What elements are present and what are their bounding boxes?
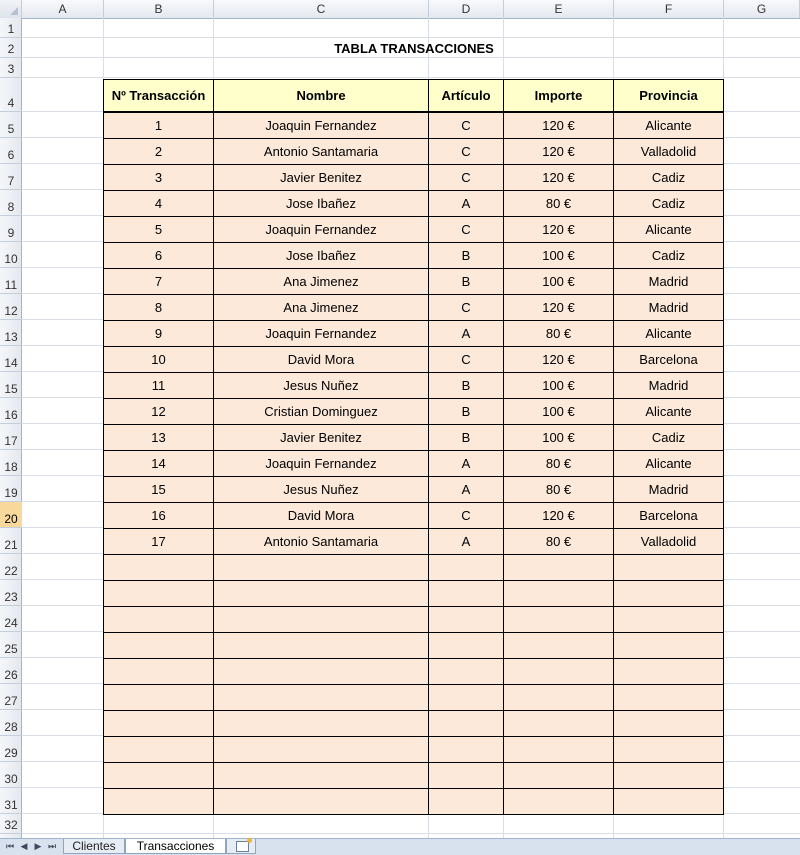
header-amount[interactable]: Importe [504, 80, 614, 113]
cell-name[interactable]: David Mora [214, 347, 429, 373]
cell-article[interactable] [429, 659, 504, 685]
cell-transaction-number[interactable]: 8 [104, 295, 214, 321]
header-article[interactable]: Artículo [429, 80, 504, 113]
cell-province[interactable]: Barcelona [614, 347, 724, 373]
cell-amount[interactable] [504, 555, 614, 581]
cell-article[interactable]: B [429, 399, 504, 425]
row-header-6[interactable]: 6 [0, 138, 22, 164]
cell-amount[interactable] [504, 737, 614, 763]
cell-province[interactable]: Madrid [614, 295, 724, 321]
cell-article[interactable] [429, 633, 504, 659]
cell-province[interactable]: Valladolid [614, 529, 724, 555]
sheet-tab-clientes[interactable]: Clientes [63, 839, 125, 854]
cell-article[interactable] [429, 581, 504, 607]
cell-article[interactable]: C [429, 112, 504, 139]
cell-amount[interactable] [504, 581, 614, 607]
table-row [104, 165, 724, 191]
gridline-row [22, 37, 800, 38]
cell-amount[interactable]: 120 € [504, 503, 614, 529]
cell-article[interactable]: C [429, 347, 504, 373]
cell-name[interactable]: Antonio Santamaria [214, 529, 429, 555]
row-header-12[interactable]: 12 [0, 294, 22, 320]
row-header-10[interactable]: 10 [0, 242, 22, 268]
cell-name[interactable] [214, 685, 429, 711]
cell-name[interactable] [214, 789, 429, 815]
cell-amount[interactable]: 120 € [504, 347, 614, 373]
cell-amount[interactable]: 120 € [504, 165, 614, 191]
row-header-24[interactable]: 24 [0, 606, 22, 632]
table-row [104, 112, 724, 139]
cell-article[interactable] [429, 607, 504, 633]
column-header-e[interactable]: E [504, 0, 614, 18]
transactions-table [103, 79, 724, 815]
cell-province[interactable] [614, 711, 724, 737]
table-row [104, 529, 724, 555]
cell-article[interactable]: A [429, 451, 504, 477]
header-name[interactable]: Nombre [214, 80, 429, 113]
row-header-19[interactable]: 19 [0, 476, 22, 502]
row-header-21[interactable]: 21 [0, 528, 22, 554]
table-row [104, 425, 724, 451]
cell-name[interactable]: Joaquin Fernandez [214, 451, 429, 477]
cell-name[interactable] [214, 659, 429, 685]
cell-name[interactable]: Jesus Nuñez [214, 373, 429, 399]
cell-article[interactable]: C [429, 165, 504, 191]
cell-province[interactable]: Madrid [614, 477, 724, 503]
cell-province[interactable]: Alicante [614, 399, 724, 425]
table-row [104, 295, 724, 321]
cell-name[interactable]: Joaquin Fernandez [214, 112, 429, 139]
row-header-4[interactable]: 4 [0, 78, 22, 112]
cell-amount[interactable] [504, 789, 614, 815]
cell-article[interactable] [429, 711, 504, 737]
cell-article[interactable]: A [429, 529, 504, 555]
cell-province[interactable]: Alicante [614, 217, 724, 243]
cell-article[interactable]: B [429, 243, 504, 269]
cell-name[interactable]: Javier Benitez [214, 165, 429, 191]
cell-transaction-number[interactable]: 10 [104, 347, 214, 373]
table-row [104, 399, 724, 425]
cell-name[interactable]: Ana Jimenez [214, 295, 429, 321]
cell-amount[interactable]: 100 € [504, 425, 614, 451]
cell-transaction-number[interactable] [104, 659, 214, 685]
insert-sheet-button[interactable] [226, 839, 256, 854]
row-header-32[interactable]: 32 [0, 814, 22, 834]
cell-transaction-number[interactable]: 12 [104, 399, 214, 425]
table-row [104, 347, 724, 373]
row-header-16[interactable]: 16 [0, 398, 22, 424]
cell-province[interactable] [614, 659, 724, 685]
column-header-bar [0, 0, 800, 19]
table-row [104, 217, 724, 243]
row-header-8[interactable]: 8 [0, 190, 22, 216]
cell-province[interactable]: Barcelona [614, 503, 724, 529]
cell-amount[interactable]: 120 € [504, 139, 614, 165]
row-header-20[interactable]: 20 [0, 502, 22, 528]
cell-province[interactable]: Cadiz [614, 165, 724, 191]
cell-article[interactable]: A [429, 321, 504, 347]
cell-name[interactable] [214, 555, 429, 581]
cell-article[interactable]: B [429, 373, 504, 399]
cell-name[interactable]: Javier Benitez [214, 425, 429, 451]
table-header-row [104, 80, 724, 113]
cell-article[interactable]: A [429, 477, 504, 503]
table-row [104, 451, 724, 477]
cell-amount[interactable] [504, 607, 614, 633]
cell-transaction-number[interactable]: 9 [104, 321, 214, 347]
cell-name[interactable] [214, 737, 429, 763]
sheet-tab-transacciones[interactable]: Transacciones [125, 839, 226, 854]
table-row [104, 607, 724, 633]
header-province[interactable]: Provincia [614, 80, 724, 113]
cell-name[interactable] [214, 711, 429, 737]
table-row [104, 685, 724, 711]
column-header-f[interactable]: F [614, 0, 724, 18]
row-header-15[interactable]: 15 [0, 372, 22, 398]
cell-amount[interactable]: 120 € [504, 295, 614, 321]
row-header-9[interactable]: 9 [0, 216, 22, 242]
cell-transaction-number[interactable] [104, 633, 214, 659]
cell-transaction-number[interactable] [104, 685, 214, 711]
cell-article[interactable] [429, 763, 504, 789]
cell-article[interactable]: B [429, 425, 504, 451]
cell-amount[interactable]: 80 € [504, 191, 614, 217]
table-row [104, 243, 724, 269]
table-row [104, 269, 724, 295]
cell-name[interactable]: Joaquin Fernandez [214, 217, 429, 243]
row-header-28[interactable]: 28 [0, 710, 22, 736]
cell-transaction-number[interactable]: 6 [104, 243, 214, 269]
prev-sheet-icon[interactable]: ◀ [20, 841, 28, 851]
cell-province[interactable]: Cadiz [614, 425, 724, 451]
last-sheet-icon[interactable]: ⏭ [47, 841, 57, 851]
cell-article[interactable] [429, 737, 504, 763]
cell-transaction-number[interactable] [104, 711, 214, 737]
column-header-d[interactable]: D [429, 0, 504, 18]
next-sheet-icon[interactable]: ▶ [34, 841, 42, 851]
table-row [104, 139, 724, 165]
row-header-13[interactable]: 13 [0, 320, 22, 346]
column-header-b[interactable]: B [104, 0, 214, 18]
cell-amount[interactable]: 100 € [504, 373, 614, 399]
row-header-23[interactable]: 23 [0, 580, 22, 606]
row-header-25[interactable]: 25 [0, 632, 22, 658]
cell-province[interactable] [614, 555, 724, 581]
cell-amount[interactable] [504, 685, 614, 711]
cell-province[interactable]: Alicante [614, 451, 724, 477]
row-header-29[interactable]: 29 [0, 736, 22, 762]
cell-name[interactable]: Jesus Nuñez [214, 477, 429, 503]
column-header-g[interactable]: G [724, 0, 800, 18]
cell-province[interactable]: Valladolid [614, 139, 724, 165]
cell-province[interactable] [614, 607, 724, 633]
cell-transaction-number[interactable]: 1 [104, 112, 214, 139]
row-header-11[interactable]: 11 [0, 268, 22, 294]
cell-amount[interactable]: 100 € [504, 269, 614, 295]
cell-transaction-number[interactable] [104, 607, 214, 633]
cell-article[interactable] [429, 789, 504, 815]
table-row [104, 633, 724, 659]
cell-amount[interactable] [504, 763, 614, 789]
table-row [104, 373, 724, 399]
gridline-row [22, 833, 800, 834]
cell-transaction-number[interactable]: 15 [104, 477, 214, 503]
cell-amount[interactable]: 80 € [504, 321, 614, 347]
row-header-27[interactable]: 27 [0, 684, 22, 710]
cell-transaction-number[interactable]: 2 [104, 139, 214, 165]
cell-province[interactable] [614, 763, 724, 789]
cell-province[interactable] [614, 633, 724, 659]
cell-province[interactable] [614, 581, 724, 607]
row-header-7[interactable]: 7 [0, 164, 22, 190]
insert-sheet-icon [236, 841, 249, 852]
cell-transaction-number[interactable]: 7 [104, 269, 214, 295]
row-header-14[interactable]: 14 [0, 346, 22, 372]
cell-amount[interactable]: 120 € [504, 112, 614, 139]
cell-transaction-number[interactable]: 5 [104, 217, 214, 243]
cell-name[interactable] [214, 581, 429, 607]
first-sheet-icon[interactable]: ⏮ [5, 841, 15, 851]
row-header-3[interactable]: 3 [0, 58, 22, 78]
cell-article[interactable]: C [429, 503, 504, 529]
cell-name[interactable]: David Mora [214, 503, 429, 529]
cell-article[interactable]: A [429, 191, 504, 217]
cell-amount[interactable]: 80 € [504, 451, 614, 477]
cell-transaction-number[interactable]: 4 [104, 191, 214, 217]
header-transaction-number[interactable]: Nº Transacción [104, 80, 214, 113]
cell-amount[interactable] [504, 633, 614, 659]
cell-transaction-number[interactable]: 3 [104, 165, 214, 191]
cell-name[interactable]: Cristian Dominguez [214, 399, 429, 425]
cell-name[interactable]: Jose Ibañez [214, 191, 429, 217]
cell-amount[interactable]: 100 € [504, 399, 614, 425]
cell-province[interactable]: Madrid [614, 269, 724, 295]
row-header-1[interactable]: 1 [0, 18, 22, 38]
cell-amount[interactable]: 80 € [504, 529, 614, 555]
cell-name[interactable]: Jose Ibañez [214, 243, 429, 269]
cell-province[interactable]: Madrid [614, 373, 724, 399]
cell-amount[interactable] [504, 659, 614, 685]
table-row [104, 555, 724, 581]
cell-name[interactable] [214, 607, 429, 633]
sheet-title[interactable]: TABLA TRANSACCIONES [334, 41, 494, 56]
cell-transaction-number[interactable] [104, 737, 214, 763]
cell-province[interactable] [614, 737, 724, 763]
cell-transaction-number[interactable]: 17 [104, 529, 214, 555]
cell-province[interactable]: Cadiz [614, 191, 724, 217]
cell-province[interactable] [614, 789, 724, 815]
table-row [104, 789, 724, 815]
cell-transaction-number[interactable]: 14 [104, 451, 214, 477]
cell-transaction-number[interactable] [104, 581, 214, 607]
table-row [104, 659, 724, 685]
select-all-corner[interactable] [0, 0, 22, 18]
cell-amount[interactable]: 120 € [504, 217, 614, 243]
row-header-2[interactable]: 2 [0, 38, 22, 58]
table-row [104, 503, 724, 529]
cell-article[interactable]: C [429, 295, 504, 321]
column-header-c[interactable]: C [214, 0, 429, 18]
cell-article[interactable]: C [429, 139, 504, 165]
cell-name[interactable] [214, 763, 429, 789]
row-header-17[interactable]: 17 [0, 424, 22, 450]
cell-transaction-number[interactable]: 13 [104, 425, 214, 451]
cell-article[interactable]: C [429, 217, 504, 243]
row-header-18[interactable]: 18 [0, 450, 22, 476]
cell-article[interactable]: B [429, 269, 504, 295]
cell-name[interactable]: Antonio Santamaria [214, 139, 429, 165]
cell-name[interactable] [214, 633, 429, 659]
column-header-a[interactable]: A [22, 0, 104, 18]
row-header-31[interactable]: 31 [0, 788, 22, 814]
cell-article[interactable] [429, 555, 504, 581]
table-row [104, 477, 724, 503]
cell-transaction-number[interactable] [104, 763, 214, 789]
cell-province[interactable]: Alicante [614, 321, 724, 347]
cell-article[interactable] [429, 685, 504, 711]
cell-transaction-number[interactable]: 11 [104, 373, 214, 399]
horizontal-scroll-area[interactable] [260, 839, 800, 854]
row-header-5[interactable]: 5 [0, 112, 22, 138]
cell-amount[interactable]: 80 € [504, 477, 614, 503]
table-row [104, 711, 724, 737]
cell-name[interactable]: Joaquin Fernandez [214, 321, 429, 347]
sheet-tab-bar [0, 838, 800, 855]
cell-transaction-number[interactable] [104, 789, 214, 815]
cell-province[interactable]: Alicante [614, 112, 724, 139]
gridline-row [22, 77, 800, 78]
cell-province[interactable] [614, 685, 724, 711]
table-row [104, 737, 724, 763]
cell-province[interactable]: Cadiz [614, 243, 724, 269]
row-header-22[interactable]: 22 [0, 554, 22, 580]
table-row [104, 321, 724, 347]
cell-name[interactable]: Ana Jimenez [214, 269, 429, 295]
table-row [104, 191, 724, 217]
cell-transaction-number[interactable] [104, 555, 214, 581]
row-header-30[interactable]: 30 [0, 762, 22, 788]
table-row [104, 581, 724, 607]
row-header-26[interactable]: 26 [0, 658, 22, 684]
cell-amount[interactable] [504, 711, 614, 737]
table-row [104, 763, 724, 789]
cell-amount[interactable]: 100 € [504, 243, 614, 269]
cell-transaction-number[interactable]: 16 [104, 503, 214, 529]
